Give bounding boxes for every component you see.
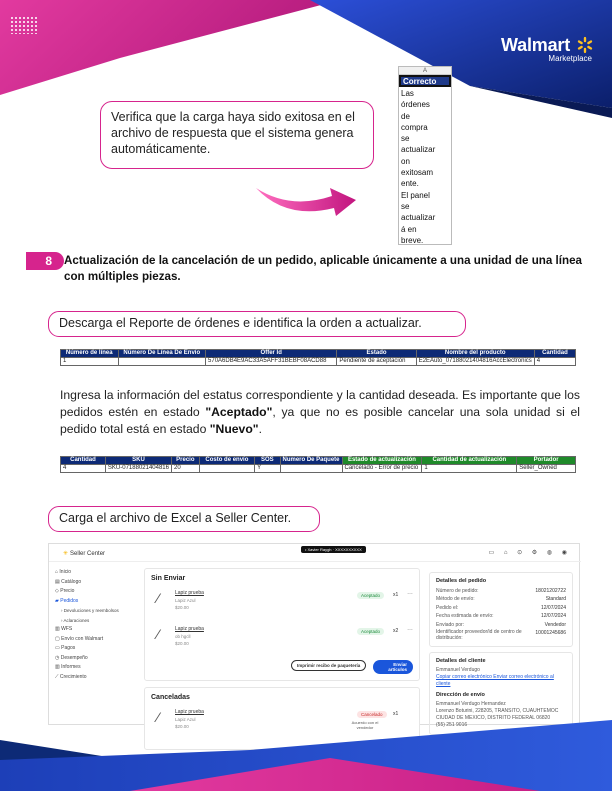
table-header-row	[61, 350, 576, 358]
account-pill[interactable]: • Xavier Raygh · XXXXXXXXXX	[301, 546, 366, 553]
table-header-cell: Portador	[517, 457, 576, 465]
pending-actions	[151, 660, 413, 674]
detail-label: Enviado por:	[436, 621, 465, 628]
item-price: $20.00	[175, 724, 189, 729]
order-details-title: Detalles del pedido	[436, 578, 487, 584]
footer-decoration	[0, 720, 612, 791]
shipping-address: Emmanuel Verdugo Hernandez Lorenzo Boturini, 228205, TRANSITO, CUAUHTEMOC CIUDAD DE MEXICO, DISTRITO FEDERAL 06820 (55) 251 9016	[436, 701, 559, 729]
new-status-emphasis: "Nuevo"	[209, 422, 259, 436]
more-options-icon[interactable]: …	[407, 626, 413, 632]
status-instructions-paragraph	[60, 387, 580, 438]
more-options-icon[interactable]: …	[407, 590, 413, 596]
step-number-badge: 8	[26, 252, 64, 270]
table-cell: 4	[61, 465, 106, 473]
detail-row	[436, 621, 566, 629]
seller-center-logo[interactable]	[63, 550, 105, 557]
sidebar-item-pagos[interactable]: ▭ Pagos	[55, 645, 76, 651]
item-meta: ob hgcll	[175, 634, 191, 639]
table-cell: E2EAuto_07188021404816AccElectronics	[416, 358, 534, 366]
list-item	[151, 588, 413, 618]
table-cell: Y	[255, 465, 280, 473]
table-header-cell: Número de línea	[61, 350, 119, 358]
seller-center-sidebar	[49, 564, 137, 726]
detail-label: Fecha estimada de envío:	[436, 613, 494, 620]
table-cell: 570A6DB4E9AC33A5AFF31BEBF08ACD88	[206, 358, 337, 366]
paragraph-text: , ya que no es posible cancelar una sola unidad si el pedido total está en estado	[60, 405, 580, 436]
table-cell: Pendiente de aceptación	[337, 358, 416, 366]
table-row	[61, 465, 576, 473]
item-meta: Lapiz Azul	[175, 598, 196, 603]
excel-message-cell: Las órdenes de compra se actualizar on exitosam ente. El panel se actualizar á en breve.	[401, 89, 436, 245]
cancel-reason: Acuerdo con el vendedor	[351, 720, 379, 730]
table-header-cell: Cantidad	[534, 350, 575, 358]
table-header-cell: Offer Id	[206, 350, 337, 358]
order-details-box	[429, 572, 573, 647]
pencil-icon: ⁄	[157, 626, 160, 642]
table-cell: Cancelado - Error de precio	[342, 465, 422, 473]
pencil-icon: ⁄	[157, 590, 160, 606]
arrow-icon	[250, 170, 360, 220]
pencil-icon: ⁄	[157, 709, 160, 725]
detail-label: Número de pedido:	[436, 588, 479, 594]
table-row	[61, 358, 576, 366]
customer-details-title: Detalles del cliente	[436, 658, 486, 665]
sidebar-item-informes[interactable]: ▥ Informes	[55, 664, 81, 670]
dot-pattern	[10, 16, 38, 34]
table-header-cell: Costo de envío	[199, 457, 254, 465]
spark-icon	[576, 36, 594, 54]
sidebar-item-inicio[interactable]: ⌂ Inicio	[55, 569, 72, 575]
item-price: $20.00	[175, 605, 189, 610]
table-cell: 1	[61, 358, 119, 366]
verify-callout: Verifica que la carga haya sido exitosa en el archivo de respuesta que el sistema genera automáticamente.	[100, 101, 374, 169]
status-badge: Aceptado	[357, 592, 384, 599]
step-title: Actualización de la cancelación de un pedido, aplicable únicamente a una unidad de una línea con múltiples piezas.	[64, 254, 582, 283]
table-cell: 1	[422, 465, 517, 473]
seller-center-topbar	[49, 544, 581, 562]
table-cell	[118, 358, 206, 366]
table-header-cell: Número De Línea De Envío	[118, 350, 206, 358]
table-cell: 4	[534, 358, 575, 366]
table-header-cell: Nombre del producto	[416, 350, 534, 358]
table-cell: 20	[171, 465, 199, 473]
pending-section-title: Sin Enviar	[151, 575, 186, 582]
email-links[interactable]: Copiar correo electrónico Enviar correo electrónico al cliente	[436, 674, 554, 688]
item-quantity: x1	[393, 711, 399, 717]
table-cell: Seller_Owned	[517, 465, 576, 473]
spark-icon: ✳	[63, 551, 69, 557]
detail-row	[436, 629, 566, 641]
sidebar-item-envio-walmart[interactable]: ▢ Envío con Walmart	[55, 635, 104, 642]
pending-orders-card	[144, 568, 420, 681]
accepted-status-emphasis: "Aceptado"	[205, 405, 273, 419]
table-header-cell: Estado de actualización	[342, 457, 422, 465]
excel-column-header: A	[399, 67, 451, 75]
walmart-logo	[501, 35, 592, 63]
item-title-link[interactable]: Lapiz prueba	[175, 626, 204, 632]
detail-value: Vendedor	[544, 621, 566, 628]
status-badge: Cancelado	[357, 711, 387, 718]
orders-report-table	[60, 349, 576, 366]
list-item	[151, 624, 413, 654]
detail-row	[436, 595, 566, 603]
print-receipt-button[interactable]: Imprimir recibo de paquetería	[291, 660, 366, 671]
seller-center-screenshot	[48, 543, 580, 730]
table-cell: SKU-07188021404816	[105, 465, 171, 473]
sidebar-item-crecimiento[interactable]: ⟋ Crecimiento	[55, 673, 87, 680]
detail-label: Pedido el:	[436, 604, 459, 611]
table-header-cell: Estado	[337, 350, 416, 358]
table-header-cell: SKU	[105, 457, 171, 465]
excel-status-cell: Correcto	[399, 75, 451, 87]
table-cell	[199, 465, 254, 473]
order-info-panel	[429, 572, 573, 740]
paragraph-text: .	[258, 422, 262, 436]
sidebar-item-devoluciones[interactable]: › Devoluciones y reembolsos	[61, 608, 119, 613]
item-quantity: x2	[393, 628, 399, 634]
item-title-link[interactable]: Lapiz prueba	[175, 709, 204, 715]
detail-label: Identificador proveedor/id de centro de distribución:	[436, 629, 522, 642]
ship-items-button[interactable]: Enviar artículos	[373, 660, 413, 674]
sidebar-item-aclaraciones[interactable]: › Aclaraciones	[61, 617, 90, 623]
table-header-cell: SOS	[255, 457, 280, 465]
detail-value: 12/07/2024	[540, 604, 566, 611]
excel-response-snippet	[398, 66, 452, 245]
upload-excel-instruction: Carga el archivo de Excel a Seller Center.	[48, 506, 320, 532]
table-header-row	[61, 457, 576, 465]
table-header-cell: Precio	[171, 457, 199, 465]
paragraph-text: Ingresa la información del estatus correspondiente y la cantidad deseada. Es importante que los pedidos estén en estado	[60, 388, 580, 419]
item-quantity: x1	[393, 592, 399, 598]
sidebar-item-precio[interactable]: ◇ Precio	[55, 588, 75, 594]
table-header-cell: Cantidad	[61, 457, 106, 465]
detail-row	[436, 612, 566, 620]
detail-value: Standard	[545, 596, 566, 603]
item-meta: Lapiz Azul	[175, 717, 196, 722]
shipping-address-title: Dirección de envío	[436, 692, 485, 699]
item-title-link[interactable]: Lapiz prueba	[175, 590, 204, 596]
detail-value: 12/07/2024	[540, 613, 566, 620]
sidebar-item-wfs[interactable]: ▥ WFS	[55, 626, 73, 632]
cancelled-section-title: Canceladas	[151, 694, 190, 701]
download-report-instruction: Descarga el Reporte de órdenes e identifica la orden a actualizar.	[48, 311, 466, 337]
table-header-cell: Cantidad de actualización	[422, 457, 517, 465]
marketplace-label: Marketplace	[548, 54, 592, 63]
item-price: $20.00	[175, 641, 189, 646]
seller-center-logo-text: Seller Center	[70, 551, 106, 557]
table-header-cell: Numero De Paquete	[280, 457, 342, 465]
sidebar-item-desempeno[interactable]: ◷ Desempeño	[55, 654, 88, 661]
table-cell	[280, 465, 342, 473]
customer-name: Emmanuel Verdugo	[436, 667, 480, 674]
walmart-wordmark: Walmart	[501, 35, 570, 55]
detail-value: 18021202722	[535, 588, 566, 594]
detail-row	[436, 587, 566, 595]
update-template-table	[60, 456, 576, 473]
detail-row	[436, 604, 566, 612]
sidebar-item-catalogo[interactable]: ▤ Catálogo	[55, 578, 82, 585]
topbar-icons[interactable]: ▭ ⌂ ⊙ ⚙ ◍ ◉	[488, 550, 571, 556]
detail-value: 10001245686	[535, 630, 566, 637]
status-badge: Aceptado	[357, 628, 384, 635]
detail-label: Método de envío:	[436, 596, 475, 603]
sidebar-item-pedidos[interactable]: ▰ Pedidos	[55, 597, 79, 604]
